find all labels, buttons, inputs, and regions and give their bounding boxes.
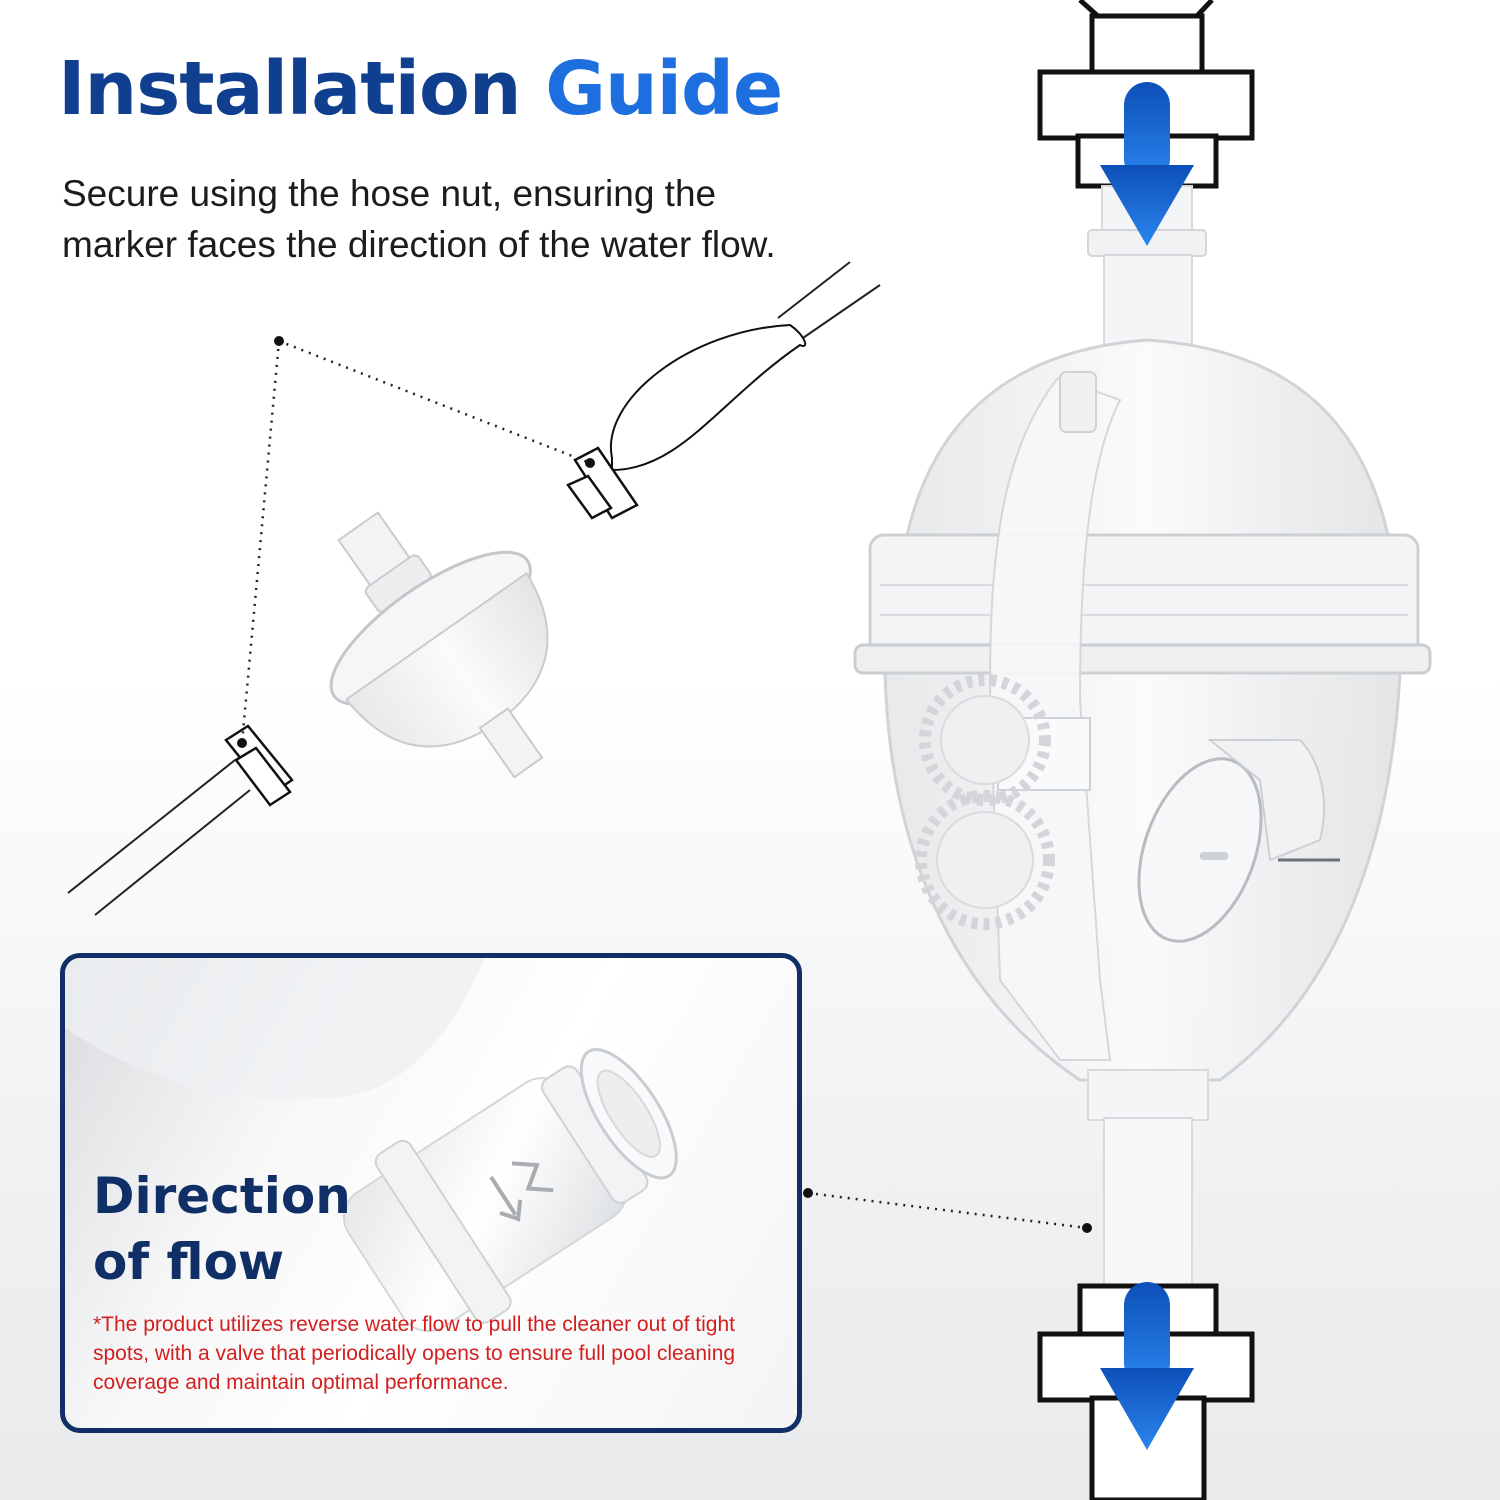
hose-line-upper-a (778, 262, 850, 318)
pointer-dot-icon (274, 336, 284, 346)
pointer-dot-icon (1082, 1223, 1092, 1233)
hose-nut-icon (226, 726, 292, 805)
hose-bulge (611, 325, 805, 470)
callout-title-line2: of flow (93, 1233, 285, 1291)
pointer-dot-icon (803, 1188, 813, 1198)
title-word-guide: Guide (545, 46, 783, 132)
small-valve-body (262, 458, 625, 835)
title-word-installation: Installation (58, 46, 521, 132)
large-valve-diagram (803, 0, 1430, 1500)
hose-line-lower-a (68, 760, 235, 893)
leader-line-lower (242, 341, 279, 743)
instruction-text: Secure using the hose nut, ensuring the marker faces the direction of the water flow. (62, 173, 776, 265)
callout-title (93, 1163, 351, 1295)
hose-line-upper-b (800, 285, 880, 340)
small-valve-diagram (68, 262, 880, 915)
callout-title-line1: Direction (93, 1167, 351, 1225)
pointer-dot-icon (585, 458, 595, 468)
leader-line-upper (279, 341, 590, 463)
leader-line-callout (808, 1193, 1087, 1228)
callout-note: *The product utilizes reverse water flow to pull the cleaner out of tight spots, with a valve that periodically opens to ensure full pool cleaning coverage and maintain optimal performance. (93, 1313, 736, 1394)
pointer-dot-icon (237, 738, 247, 748)
direction-of-flow-callout (60, 953, 802, 1433)
